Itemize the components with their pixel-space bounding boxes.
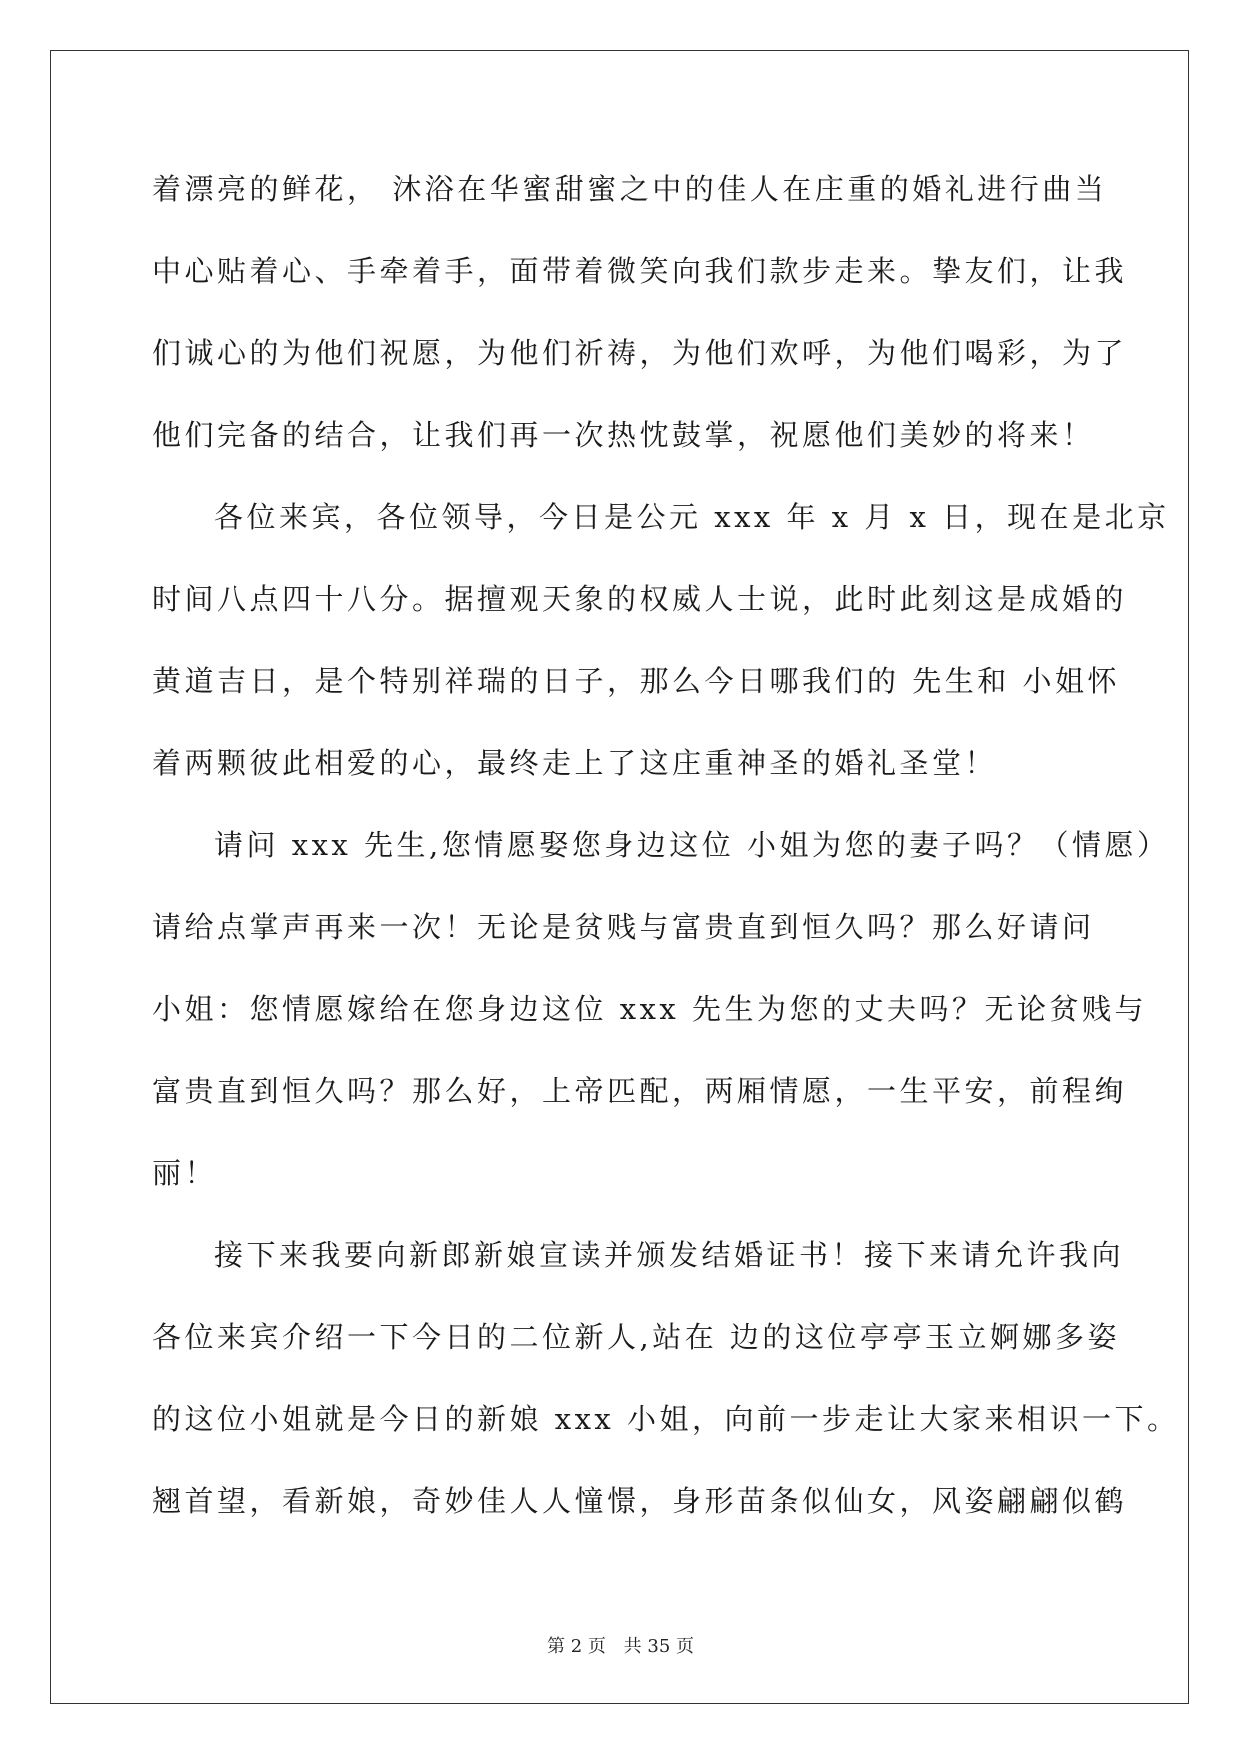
text-line: 各位来宾介绍一下今日的二位新人,站在 边的这位亭亭玉立婀娜多姿 — [152, 1320, 1120, 1354]
page-footer — [0, 1632, 1241, 1658]
document-body — [152, 164, 1180, 1558]
text-line: 接下来我要向新郎新娘宣读并颁发结婚证书！接下来请允许我向 — [214, 1238, 1125, 1272]
page-number: 第 2 页 — [547, 1636, 606, 1657]
text-line: 各位来宾，各位领导，今日是公元 xxx 年 x 月 x 日，现在是北京 — [214, 500, 1170, 534]
text-line: 丽！ — [152, 1156, 218, 1190]
text-line: 着漂亮的鲜花， 沐浴在华蜜甜蜜之中的佳人在庄重的婚礼进行曲当 — [152, 172, 1108, 206]
text-line: 黄道吉日，是个特别祥瑞的日子，那么今日哪我们的 先生和 小姐怀 — [152, 664, 1120, 698]
text-line: 小姐：您情愿嫁给在您身边这位 xxx 先生为您的丈夫吗？无论贫贱与 — [152, 992, 1148, 1026]
text-line: 时间八点四十八分。据擅观天象的权威人士说，此时此刻这是成婚的 — [152, 582, 1128, 616]
text-line: 们诚心的为他们祝愿，为他们祈祷，为他们欢呼，为他们喝彩，为了 — [152, 336, 1128, 370]
text-line: 请给点掌声再来一次！无论是贫贱与富贵直到恒久吗？那么好请问 — [152, 910, 1095, 944]
text-line: 请问 xxx 先生,您情愿娶您身边这位 小姐为您的妻子吗？（情愿） — [214, 828, 1170, 862]
page-total: 共 35 页 — [623, 1636, 694, 1657]
text-line: 富贵直到恒久吗？那么好，上帝匹配，两厢情愿，一生平安，前程绚 — [152, 1074, 1128, 1108]
text-line: 着两颗彼此相爱的心，最终走上了这庄重神圣的婚礼圣堂！ — [152, 746, 998, 780]
text-line: 翘首望，看新娘，奇妙佳人人憧憬，身形苗条似仙女，风姿翩翩似鹤 — [152, 1484, 1128, 1518]
text-line: 的这位小姐就是今日的新娘 xxx 小姐，向前一步走让大家来相识一下。 — [152, 1402, 1180, 1436]
text-line: 他们完备的结合，让我们再一次热忱鼓掌，祝愿他们美妙的将来！ — [152, 418, 1095, 452]
text-line: 中心贴着心、手牵着手，面带着微笑向我们款步走来。挚友们，让我 — [152, 254, 1128, 288]
